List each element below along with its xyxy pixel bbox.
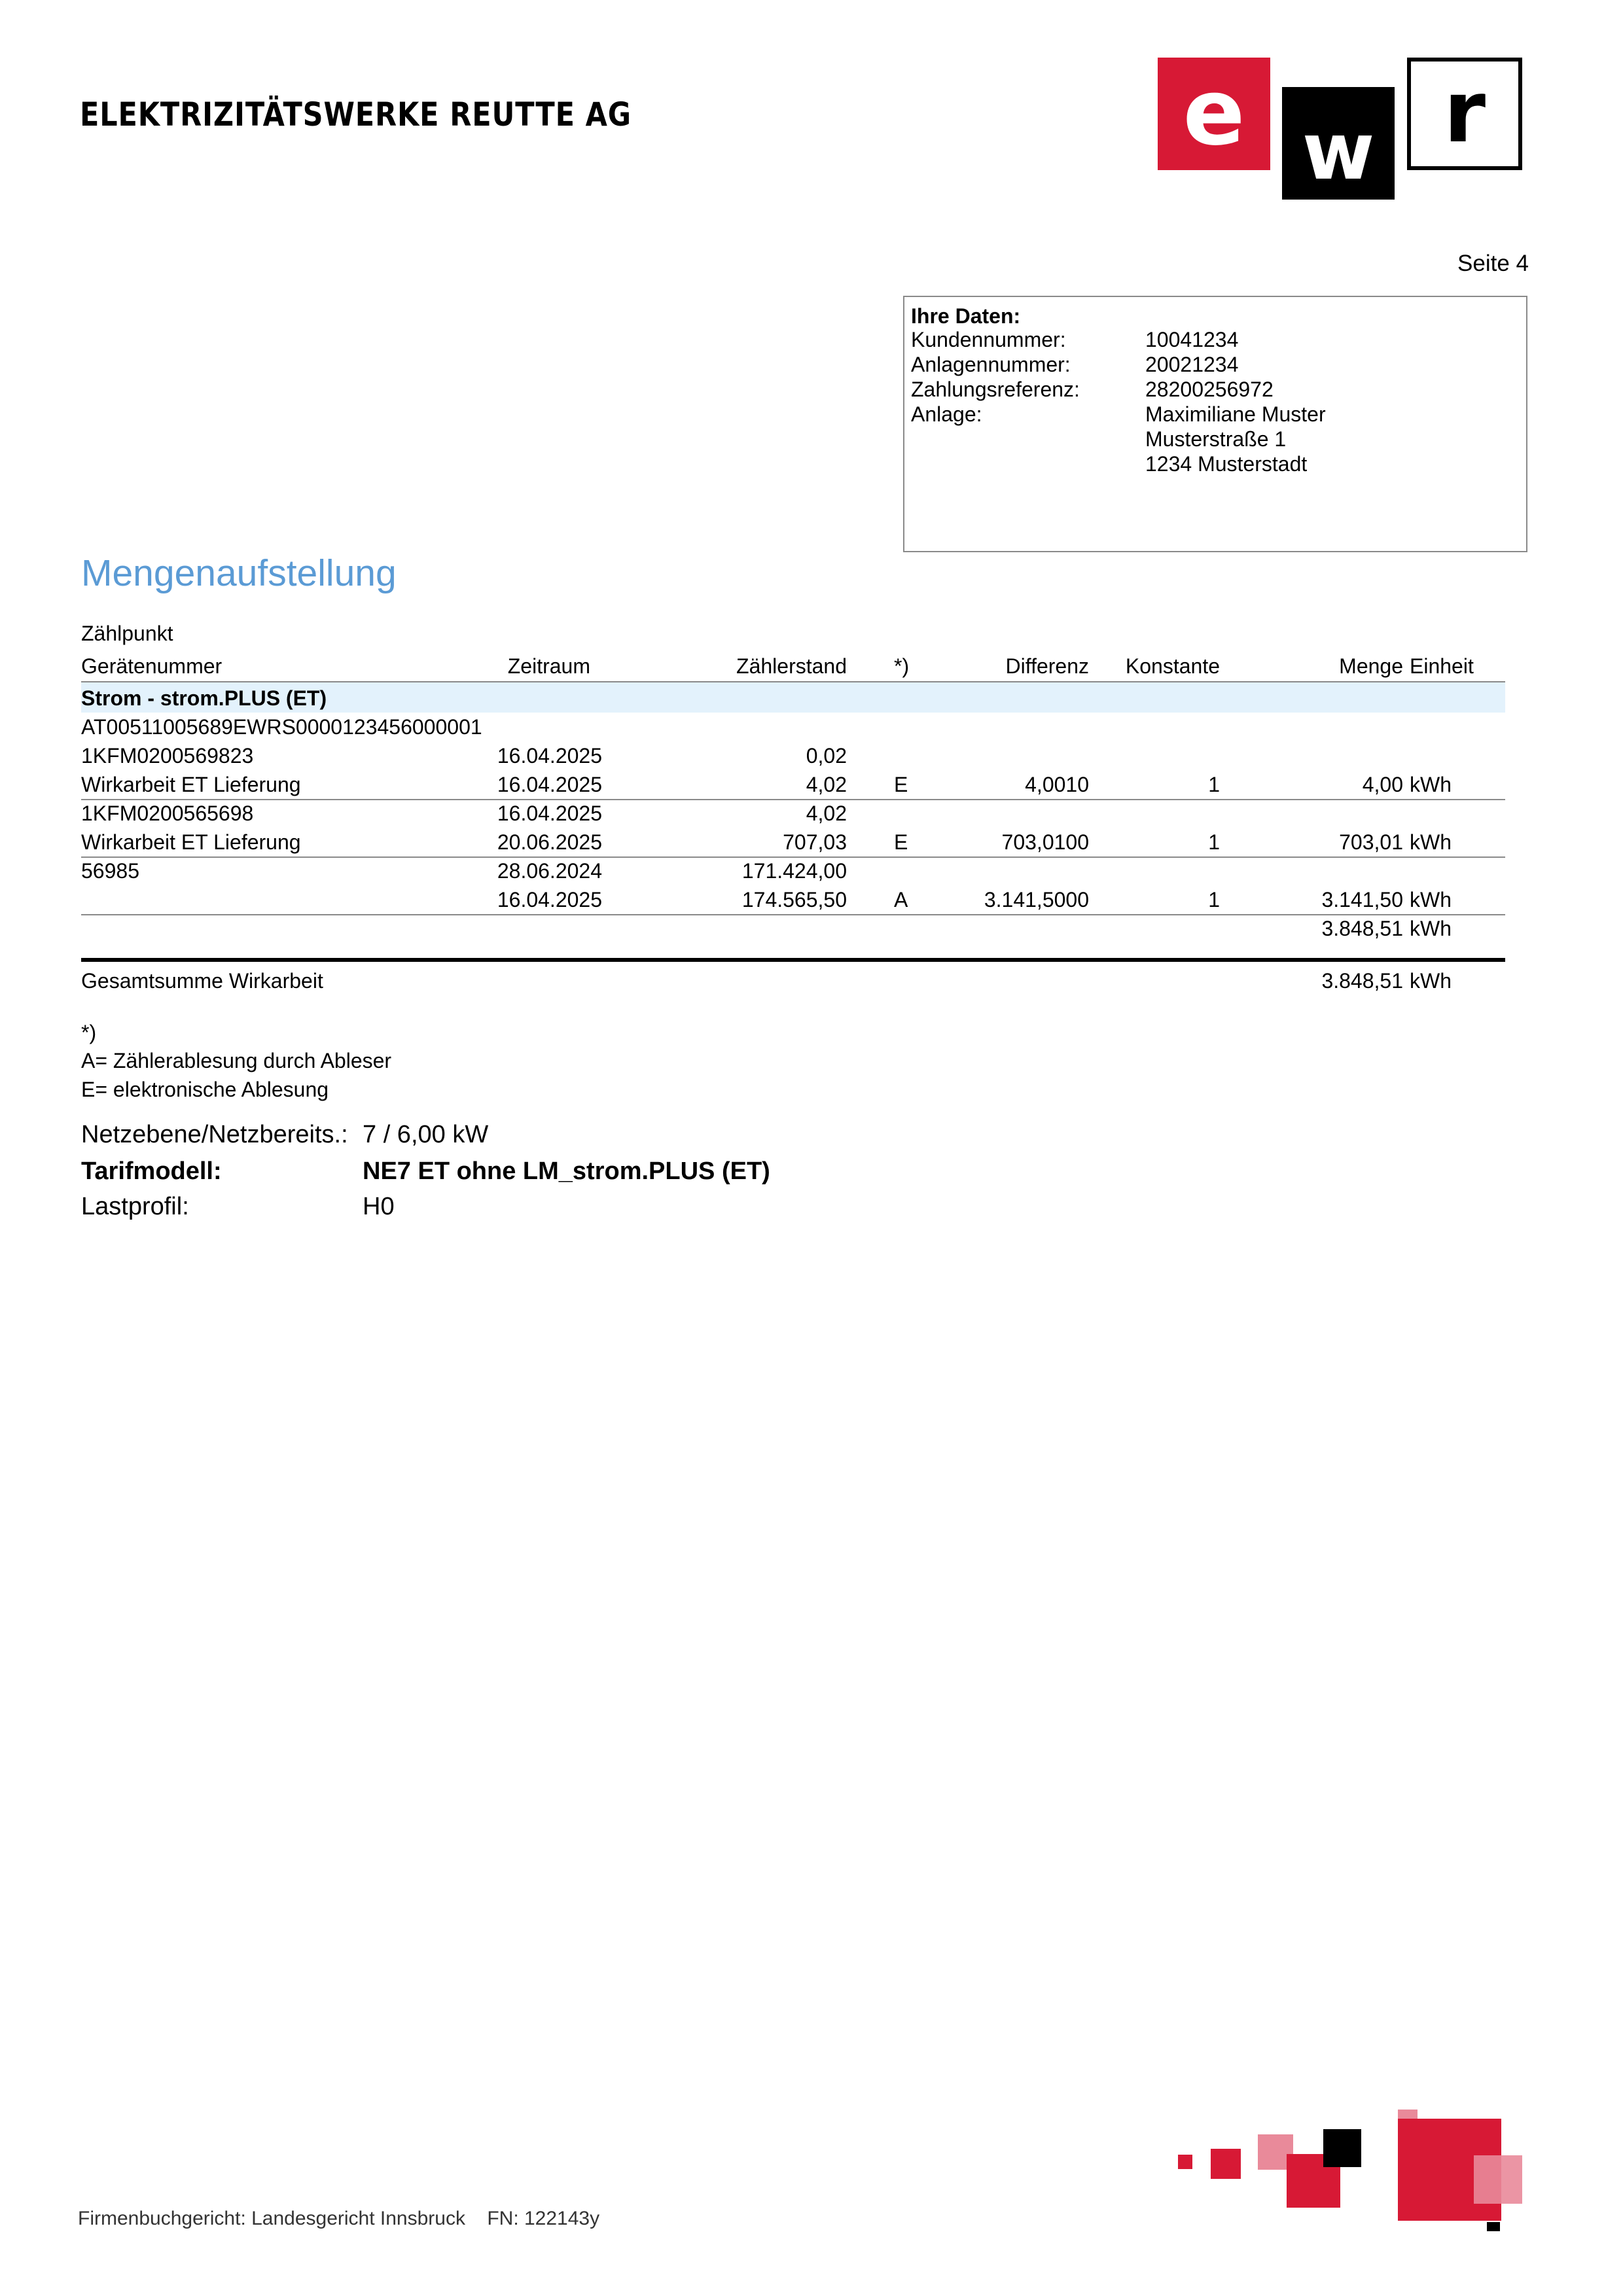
- tarif-label: Tarifmodell:: [81, 1157, 222, 1185]
- col-header-const: Konstante: [1125, 654, 1220, 678]
- row-divider: [81, 914, 1505, 915]
- row-divider: [81, 799, 1505, 800]
- customer-address-city: 1234 Musterstadt: [1145, 452, 1308, 476]
- total-label: Gesamtsumme Wirkarbeit: [81, 969, 323, 993]
- group-title: Strom - strom.PLUS (ET): [81, 686, 327, 710]
- cell-reading: 0,02: [806, 744, 847, 768]
- cell-mark: E: [894, 773, 908, 796]
- cell-period: 16.04.2025: [497, 773, 602, 796]
- customer-label: Anlage:: [911, 402, 982, 426]
- lastprofil-value: H0: [363, 1193, 395, 1220]
- col-header-unit: Einheit: [1410, 654, 1474, 678]
- netz-label: Netzebene/Netzbereits.:: [81, 1121, 348, 1148]
- cell-qty: 3.141,50: [1321, 888, 1403, 911]
- cell-period: 20.06.2025: [497, 830, 602, 854]
- col-header-device: Gerätenummer: [81, 654, 223, 678]
- cell-device: Wirkarbeit ET Lieferung: [81, 773, 301, 796]
- customer-value: 10041234: [1145, 328, 1239, 351]
- cell-reading: 171.424,00: [741, 859, 847, 883]
- cell-reading: 4,02: [806, 802, 847, 825]
- cell-unit: kWh: [1410, 888, 1452, 911]
- tarif-value: NE7 ET ohne LM_strom.PLUS (ET): [363, 1157, 770, 1185]
- cell-diff: 703,0100: [1001, 830, 1089, 854]
- footer-fn: FN: 122143y: [487, 2208, 600, 2229]
- customer-row-anlage: [911, 402, 1513, 427]
- lastprofil-label: Lastprofil:: [81, 1193, 189, 1220]
- col-header-mark: *): [894, 654, 910, 678]
- cell-reading: 707,03: [783, 830, 847, 854]
- cell-period: 16.04.2025: [497, 888, 602, 911]
- logo-e-letter: e: [1183, 60, 1245, 166]
- table-pre-header: Zählpunkt: [81, 622, 173, 645]
- footer-court: Firmenbuchgericht: Landesgericht Innsbruck: [78, 2208, 465, 2229]
- logo-r-letter: r: [1443, 62, 1486, 162]
- cell-device: 1KFM0200565698: [81, 802, 254, 825]
- legend-line-a: A= Zählerablesung durch Ableser: [81, 1049, 392, 1072]
- total-divider: [81, 958, 1505, 962]
- customer-value: 20021234: [1145, 353, 1239, 376]
- col-header-diff: Differenz: [1005, 654, 1089, 678]
- customer-row-anlagennummer: [911, 353, 1513, 378]
- cell-period: 16.04.2025: [497, 802, 602, 825]
- cell-device: 1KFM0200569823: [81, 744, 254, 768]
- cell-diff: 4,0010: [1025, 773, 1089, 796]
- cell-diff: 3.141,5000: [984, 888, 1089, 911]
- total-qty: 3.848,51: [1321, 969, 1403, 993]
- subtotal-qty: 3.848,51: [1321, 917, 1403, 940]
- col-header-reading: Zählerstand: [736, 654, 847, 678]
- cell-qty: 4,00: [1362, 773, 1403, 796]
- customer-label: Anlagennummer:: [911, 353, 1071, 376]
- cell-device: Wirkarbeit ET Lieferung: [81, 830, 301, 854]
- cell-const: 1: [1208, 888, 1220, 911]
- cell-device: 56985: [81, 859, 139, 883]
- customer-row-kundennummer: [911, 328, 1513, 353]
- customer-value: 28200256972: [1145, 378, 1274, 401]
- customer-address-street: Musterstraße 1: [1145, 427, 1287, 451]
- cell-reading: 4,02: [806, 773, 847, 796]
- cell-period: 16.04.2025: [497, 744, 602, 768]
- subtotal-unit: kWh: [1410, 917, 1452, 940]
- legend-line-e: E= elektronische Ablesung: [81, 1078, 329, 1101]
- customer-row-zahlungsreferenz: [911, 378, 1513, 402]
- page-number: Seite 4: [1457, 251, 1529, 276]
- cell-unit: kWh: [1410, 773, 1452, 796]
- cell-period: 28.06.2024: [497, 859, 602, 883]
- customer-value: Maximiliane Muster: [1145, 402, 1326, 426]
- total-unit: kWh: [1410, 969, 1452, 993]
- cell-const: 1: [1208, 830, 1220, 854]
- customer-label: Zahlungsreferenz:: [911, 378, 1080, 401]
- ewr-logo: [1158, 58, 1524, 202]
- cell-qty: 703,01: [1339, 830, 1403, 854]
- cell-mark: E: [894, 830, 908, 854]
- col-header-qty: Menge: [1339, 654, 1403, 678]
- row-divider: [81, 857, 1505, 858]
- logo-w-letter: w: [1302, 107, 1375, 198]
- footer-legal: [78, 2208, 599, 2230]
- company-name: ELEKTRIZITÄTSWERKE REUTTE AG: [80, 96, 632, 133]
- meter-point: AT00511005689EWRS0000123456000001: [81, 715, 482, 739]
- cell-unit: kWh: [1410, 830, 1452, 854]
- customer-label: Kundennummer:: [911, 328, 1066, 351]
- cell-const: 1: [1208, 773, 1220, 796]
- customer-data-title: Ihre Daten:: [911, 304, 1021, 328]
- legend-mark: *): [81, 1021, 97, 1044]
- decorative-squares: [1178, 2107, 1531, 2231]
- cell-reading: 174.565,50: [741, 888, 847, 911]
- col-header-period: Zeitraum: [507, 654, 590, 678]
- cell-mark: A: [894, 888, 908, 911]
- section-title: Mengenaufstellung: [81, 552, 397, 594]
- netz-value: 7 / 6,00 kW: [363, 1121, 489, 1148]
